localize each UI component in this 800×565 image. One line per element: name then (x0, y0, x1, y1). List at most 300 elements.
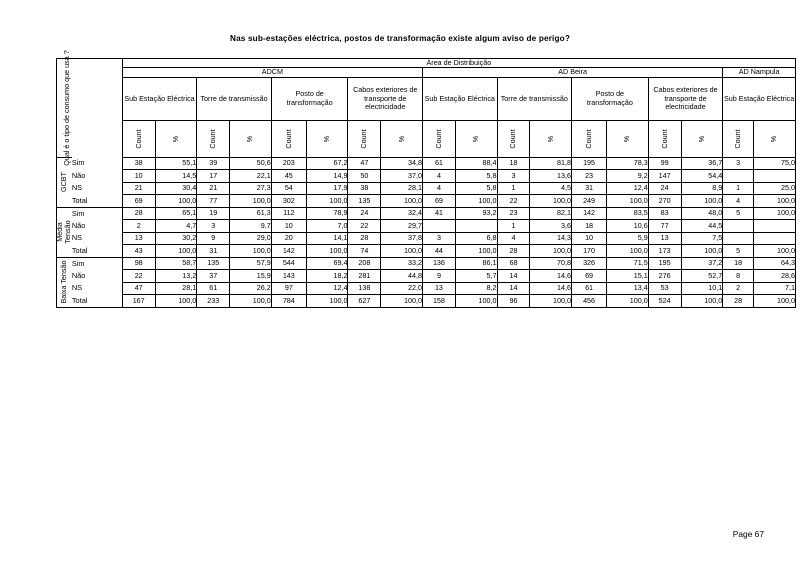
data-cell: 44,8 (381, 270, 423, 283)
data-cell: 77 (648, 220, 681, 233)
page-title: Nas sub-estações eléctrica, postos de transformação existe algum aviso de perigo? (230, 34, 570, 43)
data-cell: 31 (197, 245, 230, 258)
measure-header-text: Count (133, 129, 143, 149)
data-cell: 2 (723, 282, 754, 295)
data-cell: 100,0 (455, 295, 497, 308)
data-cell: 203 (271, 157, 306, 170)
response-label: NS (72, 282, 122, 295)
facility-header (572, 77, 649, 120)
data-cell: 47 (122, 282, 155, 295)
data-cell: 14,3 (530, 232, 572, 245)
measure-header-text: % (470, 135, 480, 143)
data-cell: 784 (271, 295, 306, 308)
data-cell: 9,2 (607, 170, 649, 183)
data-cell: 5,7 (455, 270, 497, 283)
measure-header (723, 120, 754, 157)
data-cell: 96 (497, 295, 530, 308)
measure-header (306, 120, 348, 157)
crosstab-table (55, 50, 796, 308)
data-cell: 10,1 (681, 282, 723, 295)
area-header-text: AD Nampula (738, 67, 780, 77)
response-label: Não (72, 170, 122, 183)
data-cell: 43 (122, 245, 155, 258)
group-label-text: Média Tensão (55, 220, 73, 245)
data-cell: 5 (723, 207, 754, 220)
data-cell: 67,2 (306, 157, 348, 170)
data-cell: 14,9 (306, 170, 348, 183)
table-row (57, 220, 796, 233)
data-cell: 627 (348, 295, 381, 308)
data-cell: 61,3 (230, 207, 272, 220)
data-cell: 7,0 (306, 220, 348, 233)
area-header (423, 68, 723, 77)
data-cell: 249 (572, 195, 607, 208)
data-cell: 100,0 (607, 245, 649, 258)
measure-header (648, 120, 681, 157)
data-cell: 100,0 (306, 245, 348, 258)
measure-header (681, 120, 723, 157)
data-cell: 38 (122, 157, 155, 170)
row-header-text: Qual é o tipo de consumo que usa ? (61, 50, 71, 166)
data-cell (753, 170, 795, 183)
data-cell: 4 (723, 195, 754, 208)
measure-header (497, 120, 530, 157)
facility-header (271, 77, 348, 120)
data-cell: 100,0 (230, 245, 272, 258)
data-cell: 3 (423, 232, 456, 245)
group-label-text: Baixa Tensão (59, 260, 69, 304)
data-cell: 13 (423, 282, 456, 295)
data-cell: 233 (197, 295, 230, 308)
response-label: Sim (72, 157, 122, 170)
data-cell: 23 (572, 170, 607, 183)
data-cell: 28 (497, 245, 530, 258)
data-cell: 83,5 (607, 207, 649, 220)
data-cell: 77 (197, 195, 230, 208)
data-cell: 5 (723, 245, 754, 258)
table-row (57, 207, 796, 220)
data-cell: 65,1 (155, 207, 197, 220)
data-cell: 13 (648, 232, 681, 245)
response-label: Sim (72, 257, 122, 270)
data-cell: 24 (648, 182, 681, 195)
facility-header (497, 77, 572, 120)
data-cell: 4,7 (155, 220, 197, 233)
data-cell: 147 (648, 170, 681, 183)
group-label-3 (57, 257, 72, 307)
data-cell: 82,1 (530, 207, 572, 220)
facility-header (348, 77, 423, 120)
measure-header (572, 120, 607, 157)
data-cell: 37,0 (381, 170, 423, 183)
data-cell: 19 (197, 207, 230, 220)
data-cell: 173 (648, 245, 681, 258)
data-cell: 37,2 (681, 257, 723, 270)
area-header (723, 68, 796, 77)
data-cell: 47 (348, 157, 381, 170)
data-cell: 10 (572, 232, 607, 245)
measure-header-text: Count (732, 129, 742, 149)
data-cell: 100,0 (753, 245, 795, 258)
data-cell: 8,9 (681, 182, 723, 195)
column-span-header-text: Área de Distribuição (426, 58, 492, 67)
measure-header-text: Count (359, 129, 369, 149)
data-cell: 18 (723, 257, 754, 270)
data-cell: 135 (348, 195, 381, 208)
data-cell (753, 232, 795, 245)
data-cell: 13 (122, 232, 155, 245)
data-cell: 112 (271, 207, 306, 220)
data-cell: 39 (197, 157, 230, 170)
response-label: Total (72, 195, 122, 208)
data-cell: 69 (122, 195, 155, 208)
data-cell: 143 (271, 270, 306, 283)
data-cell: 4 (423, 170, 456, 183)
data-cell: 100,0 (155, 245, 197, 258)
data-cell: 13,2 (155, 270, 197, 283)
data-cell: 61 (423, 157, 456, 170)
data-cell: 69 (423, 195, 456, 208)
data-cell: 70,8 (530, 257, 572, 270)
data-cell: 93,2 (455, 207, 497, 220)
data-cell: 25,0 (753, 182, 795, 195)
facility-header-text: Posto de transformação (286, 89, 333, 107)
table-row (57, 270, 796, 283)
measure-header-text: Count (207, 129, 217, 149)
measure-header-text: % (696, 135, 706, 143)
data-cell: 1 (497, 220, 530, 233)
facility-header-text: Cabos exteriores de transporte de electricidade (653, 85, 718, 112)
data-cell: 61 (572, 282, 607, 295)
data-cell: 32,4 (381, 207, 423, 220)
data-cell: 100,0 (455, 245, 497, 258)
data-cell: 2 (122, 220, 155, 233)
data-cell: 34,8 (381, 157, 423, 170)
table-row (57, 232, 796, 245)
data-cell (723, 232, 754, 245)
facility-header (122, 77, 197, 120)
area-header-text: AD Beira (558, 67, 587, 77)
data-cell: 8,2 (455, 282, 497, 295)
data-cell: 45 (271, 170, 306, 183)
data-cell: 195 (648, 257, 681, 270)
data-cell: 138 (348, 282, 381, 295)
data-cell: 23 (497, 207, 530, 220)
table-row (57, 295, 796, 308)
data-cell (423, 220, 456, 233)
data-cell: 71,5 (607, 257, 649, 270)
data-cell: 1 (723, 182, 754, 195)
facility-header-text: Sub Estação Eléctrica (424, 93, 495, 103)
data-cell: 456 (572, 295, 607, 308)
data-cell: 18 (497, 157, 530, 170)
data-cell: 50 (348, 170, 381, 183)
data-cell: 276 (648, 270, 681, 283)
data-cell: 100,0 (681, 295, 723, 308)
data-cell: 9,7 (230, 220, 272, 233)
data-cell: 100,0 (455, 195, 497, 208)
data-cell: 100,0 (230, 195, 272, 208)
data-cell: 7,1 (753, 282, 795, 295)
row-header-spacer (72, 59, 122, 158)
measure-header (155, 120, 197, 157)
data-cell: 6,8 (455, 232, 497, 245)
response-label: NS (72, 182, 122, 195)
table-row (57, 182, 796, 195)
data-cell: 97 (271, 282, 306, 295)
facility-header (423, 77, 498, 120)
table-row (57, 157, 796, 170)
data-cell: 3 (497, 170, 530, 183)
data-cell: 78,9 (306, 207, 348, 220)
data-cell: 100,0 (381, 245, 423, 258)
data-cell: 20 (271, 232, 306, 245)
data-cell: 100,0 (681, 195, 723, 208)
group-label-text: GCBT (59, 172, 69, 193)
data-cell (723, 220, 754, 233)
crosstab-container (55, 50, 796, 308)
data-cell: 81,8 (530, 157, 572, 170)
measure-header (381, 120, 423, 157)
data-cell: 100,0 (155, 195, 197, 208)
data-cell: 4 (423, 182, 456, 195)
data-cell: 5,8 (455, 170, 497, 183)
data-cell: 14,5 (155, 170, 197, 183)
data-cell: 524 (648, 295, 681, 308)
measure-header-text: Count (508, 129, 518, 149)
data-cell: 54 (271, 182, 306, 195)
response-label: Não (72, 270, 122, 283)
measure-header-text: Count (583, 129, 593, 149)
data-cell: 98 (122, 257, 155, 270)
data-cell: 4,5 (530, 182, 572, 195)
facility-header-text: Sub Estação Eléctrica (124, 93, 195, 103)
data-cell: 136 (423, 257, 456, 270)
group-label-1 (57, 157, 72, 207)
data-cell: 100,0 (530, 295, 572, 308)
measure-header (122, 120, 155, 157)
data-cell: 12,4 (607, 182, 649, 195)
data-cell: 10 (271, 220, 306, 233)
data-cell: 10 (122, 170, 155, 183)
row-header-rotated-label (57, 50, 72, 166)
data-cell: 142 (572, 207, 607, 220)
data-cell: 30,4 (155, 182, 197, 195)
data-cell: 37,8 (381, 232, 423, 245)
response-label: Sim (72, 207, 122, 220)
data-cell: 14,6 (530, 282, 572, 295)
data-cell: 135 (197, 257, 230, 270)
table-row (57, 195, 796, 208)
data-cell: 28,6 (753, 270, 795, 283)
data-cell: 281 (348, 270, 381, 283)
data-cell: 78,3 (607, 157, 649, 170)
table-row (57, 257, 796, 270)
data-cell: 4 (497, 232, 530, 245)
measure-header-text: % (622, 135, 632, 143)
data-cell: 99 (648, 157, 681, 170)
data-cell: 86,1 (455, 257, 497, 270)
measure-header-text: Count (283, 129, 293, 149)
data-cell: 100,0 (607, 295, 649, 308)
data-cell: 28,1 (155, 282, 197, 295)
facility-header-text: Torre de transmissão (200, 93, 268, 103)
data-cell: 18,2 (306, 270, 348, 283)
facility-header (648, 77, 723, 120)
facility-header (197, 77, 272, 120)
response-label: NS (72, 232, 122, 245)
data-cell: 58,7 (155, 257, 197, 270)
data-cell: 100,0 (230, 295, 272, 308)
data-cell: 69,4 (306, 257, 348, 270)
data-cell: 14,1 (306, 232, 348, 245)
data-cell: 100,0 (607, 195, 649, 208)
facility-header-text: Posto de transformação (586, 89, 633, 107)
data-cell: 1 (497, 182, 530, 195)
data-cell: 57,9 (230, 257, 272, 270)
data-cell: 18 (572, 220, 607, 233)
measure-header-text: Count (659, 129, 669, 149)
data-cell: 21 (197, 182, 230, 195)
group-label-2 (57, 207, 72, 257)
data-cell: 158 (423, 295, 456, 308)
data-cell: 69 (572, 270, 607, 283)
table-row (57, 245, 796, 258)
data-cell: 100,0 (681, 245, 723, 258)
response-label: Não (72, 220, 122, 233)
column-span-header (122, 59, 795, 68)
data-cell: 5,8 (455, 182, 497, 195)
data-cell: 100,0 (753, 207, 795, 220)
data-cell: 100,0 (155, 295, 197, 308)
data-cell: 167 (122, 295, 155, 308)
data-cell: 29,7 (381, 220, 423, 233)
measure-header-text: % (245, 135, 255, 143)
measure-header (197, 120, 230, 157)
measure-header-text: % (321, 135, 331, 143)
data-cell: 22 (497, 195, 530, 208)
data-cell: 50,6 (230, 157, 272, 170)
data-cell: 12,4 (306, 282, 348, 295)
data-cell: 30,2 (155, 232, 197, 245)
data-cell: 37 (197, 270, 230, 283)
data-cell: 13,4 (607, 282, 649, 295)
data-cell: 26,2 (230, 282, 272, 295)
data-cell: 31 (572, 182, 607, 195)
data-cell: 195 (572, 157, 607, 170)
facility-header (723, 77, 796, 120)
data-cell: 100,0 (381, 295, 423, 308)
data-cell: 22,0 (381, 282, 423, 295)
table-row (57, 282, 796, 295)
data-cell: 13,6 (530, 170, 572, 183)
data-cell: 24 (348, 207, 381, 220)
data-cell: 3 (723, 157, 754, 170)
response-label: Total (72, 295, 122, 308)
data-cell (455, 220, 497, 233)
data-cell: 15,1 (607, 270, 649, 283)
data-cell (723, 170, 754, 183)
data-cell: 44,5 (681, 220, 723, 233)
facility-header-text: Cabos exteriores de transporte de electricidade (353, 85, 418, 112)
data-cell: 54,4 (681, 170, 723, 183)
data-cell: 21 (122, 182, 155, 195)
measure-header-text: % (396, 135, 406, 143)
data-cell: 15,9 (230, 270, 272, 283)
data-cell: 53 (648, 282, 681, 295)
data-cell (753, 220, 795, 233)
data-cell: 28 (723, 295, 754, 308)
facility-header-text: Torre de transmissão (500, 93, 568, 103)
measure-header-text: % (170, 135, 180, 143)
data-cell: 52,7 (681, 270, 723, 283)
data-cell: 68 (497, 257, 530, 270)
area-header-text: ADCM (261, 67, 283, 77)
data-cell: 100,0 (753, 195, 795, 208)
data-cell: 38 (348, 182, 381, 195)
measure-header-text: % (545, 135, 555, 143)
data-cell: 270 (648, 195, 681, 208)
data-cell: 22 (348, 220, 381, 233)
data-cell: 61 (197, 282, 230, 295)
data-cell: 5,9 (607, 232, 649, 245)
data-cell: 100,0 (381, 195, 423, 208)
measure-header (230, 120, 272, 157)
data-cell: 100,0 (753, 295, 795, 308)
data-cell: 10,6 (607, 220, 649, 233)
data-cell: 17 (197, 170, 230, 183)
data-cell: 28 (348, 232, 381, 245)
data-cell: 22 (122, 270, 155, 283)
data-cell: 22,1 (230, 170, 272, 183)
data-cell: 142 (271, 245, 306, 258)
data-cell: 36,7 (681, 157, 723, 170)
measure-header-text: Count (433, 129, 443, 149)
data-cell: 7,5 (681, 232, 723, 245)
response-label: Total (72, 245, 122, 258)
data-cell: 27,3 (230, 182, 272, 195)
data-cell: 55,1 (155, 157, 197, 170)
measure-header (423, 120, 456, 157)
data-cell: 29,0 (230, 232, 272, 245)
data-cell: 100,0 (530, 195, 572, 208)
data-cell: 14,6 (530, 270, 572, 283)
data-cell: 3,6 (530, 220, 572, 233)
data-cell: 75,0 (753, 157, 795, 170)
data-cell: 100,0 (530, 245, 572, 258)
data-cell: 14 (497, 282, 530, 295)
page-number: Page 67 (732, 529, 764, 539)
data-cell: 170 (572, 245, 607, 258)
data-cell: 14 (497, 270, 530, 283)
data-cell: 74 (348, 245, 381, 258)
measure-header (607, 120, 649, 157)
data-cell: 33,2 (381, 257, 423, 270)
measure-header (530, 120, 572, 157)
data-cell: 28,1 (381, 182, 423, 195)
data-cell: 208 (348, 257, 381, 270)
data-cell: 8 (723, 270, 754, 283)
area-header (122, 68, 422, 77)
data-cell: 326 (572, 257, 607, 270)
measure-header-text: % (769, 135, 779, 143)
data-cell: 88,4 (455, 157, 497, 170)
measure-header (271, 120, 306, 157)
measure-header (348, 120, 381, 157)
data-cell: 302 (271, 195, 306, 208)
data-cell: 544 (271, 257, 306, 270)
data-cell: 48,0 (681, 207, 723, 220)
